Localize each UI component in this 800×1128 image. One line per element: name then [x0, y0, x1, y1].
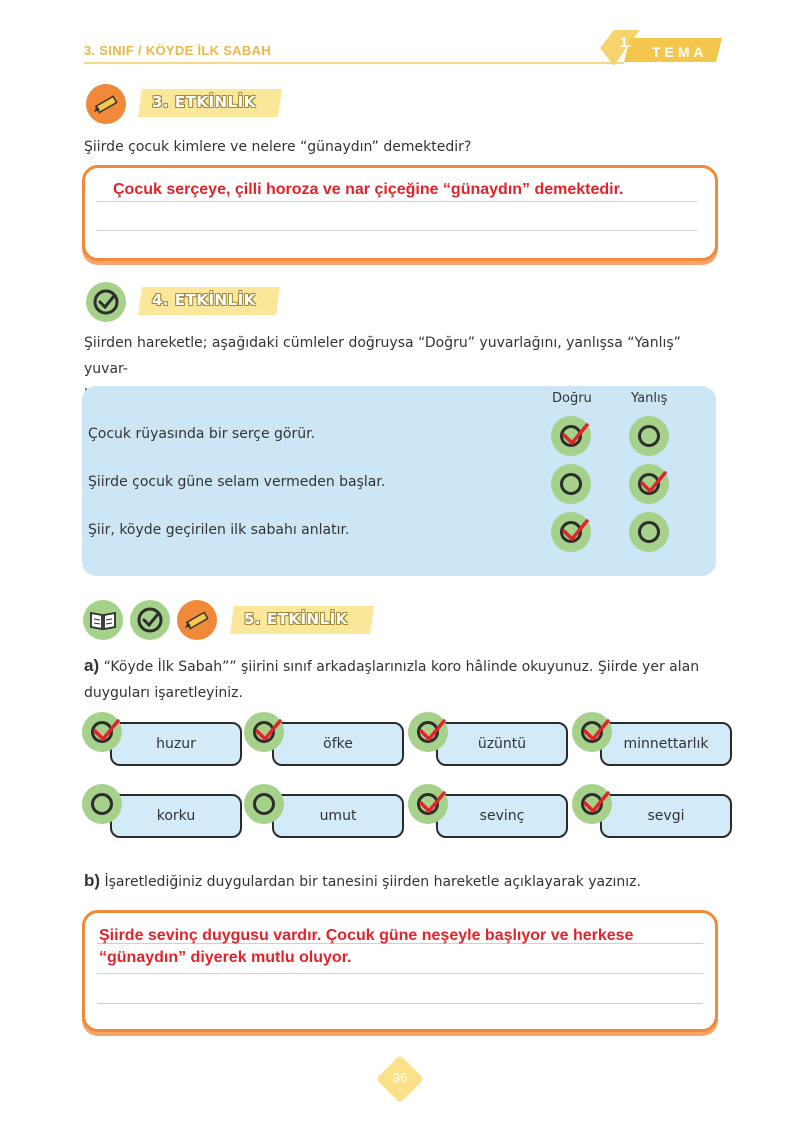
part-a-line [84, 653, 720, 680]
check-icon [130, 600, 170, 640]
emotion-chip[interactable] [408, 784, 568, 840]
red-check-icon [254, 717, 282, 745]
emotion-checkbox[interactable] [244, 784, 284, 824]
column-true-header: Doğru [552, 391, 592, 406]
emotion-chip[interactable] [244, 784, 404, 840]
check-icon [86, 282, 126, 322]
activity3-question: Şiirde çocuk kimlere ve nelere “günaydın” demektedir? [84, 139, 472, 155]
emotion-checkbox[interactable] [244, 712, 284, 752]
part-a-marker: a) [84, 656, 100, 675]
emotion-label: minnettarlık [623, 736, 709, 752]
header-divider [84, 62, 624, 64]
red-check-icon [418, 789, 446, 817]
false-radio[interactable] [629, 464, 669, 504]
emotion-checkbox[interactable] [408, 712, 448, 752]
activity4-label: 4. ETKİNLİK [152, 291, 256, 309]
false-radio[interactable] [629, 512, 669, 552]
book-icon [83, 600, 123, 640]
false-radio[interactable] [629, 416, 669, 456]
statement-text: Şiir, köyde geçirilen ilk sabahı anlatır. [88, 522, 350, 538]
red-check-icon [561, 517, 589, 545]
emotion-checkbox[interactable] [82, 712, 122, 752]
column-false-header: Yanlış [631, 391, 668, 406]
emotion-chip[interactable] [82, 784, 242, 840]
tema-label: TEMA [652, 44, 708, 60]
pencil-icon [86, 84, 126, 124]
emotion-chip[interactable] [82, 712, 242, 768]
emotion-label: huzur [156, 736, 196, 752]
answer-line: Şiirde sevinç duygusu vardır. Çocuk güne neşeyle başlıyor ve herkese [99, 927, 634, 944]
emotion-checkbox[interactable] [408, 784, 448, 824]
activity5-answer [99, 925, 633, 969]
emotion-label: sevgi [647, 808, 685, 824]
red-check-icon [561, 421, 589, 449]
emotion-label: korku [156, 808, 196, 824]
activity5-answer-box[interactable] [82, 910, 718, 1032]
emotion-label: öfke [323, 736, 353, 752]
answer-rule [97, 1003, 703, 1004]
activity3-answer-box[interactable] [82, 165, 718, 261]
part-b-marker: b) [84, 871, 101, 890]
red-check-icon [582, 717, 610, 745]
emotion-checkbox[interactable] [572, 712, 612, 752]
activity5-part-b [84, 868, 720, 895]
emotion-checkbox[interactable] [572, 784, 612, 824]
header-title: 3. SINIF / KÖYDE İLK SABAH [84, 43, 271, 58]
part-a-text: “Köyde İlk Sabah”” şiirini sınıf arkadaşlarınızla koro hâlinde okuyunuz. Şiirde yer alan [103, 659, 700, 675]
instruction-line: Şiirden hareketle; aşağıdaki cümleler doğruysa “Doğru” yuvarlağını, yanlışsa “Yanlış” yuvar- [84, 335, 681, 377]
answer-rule [97, 973, 703, 974]
emotion-chip[interactable] [244, 712, 404, 768]
red-check-icon [92, 717, 120, 745]
red-check-icon [418, 717, 446, 745]
emotion-chip[interactable] [408, 712, 568, 768]
activity3-answer: Çocuk serçeye, çilli horoza ve nar çiçeğine “günaydın” demektedir. [113, 181, 624, 198]
emotion-chip[interactable] [572, 784, 732, 840]
answer-rule [97, 201, 697, 202]
answer-line: “günaydın” diyerek mutlu oluyor. [99, 949, 352, 966]
tema-number: 1. [620, 34, 632, 50]
true-radio[interactable] [551, 416, 591, 456]
activity3-label: 3. ETKİNLİK [152, 93, 256, 111]
emotion-checkbox[interactable] [82, 784, 122, 824]
pencil-icon [177, 600, 217, 640]
part-b-text: İşaretlediğiniz duygulardan bir tanesini şiirden hareketle açıklayarak yazınız. [104, 874, 641, 890]
true-radio[interactable] [551, 464, 591, 504]
statement-text: Şiirde çocuk güne selam vermeden başlar. [88, 474, 386, 490]
red-check-icon [582, 789, 610, 817]
page-number: 36 [392, 1070, 408, 1085]
emotion-label: üzüntü [477, 736, 527, 752]
activity5-label: 5. ETKİNLİK [244, 610, 348, 628]
emotion-label: umut [319, 808, 357, 824]
answer-rule [97, 230, 697, 231]
red-check-icon [639, 469, 667, 497]
part-a-line: duyguları işaretleyiniz. [84, 685, 243, 701]
emotion-label: sevinç [479, 808, 525, 824]
emotion-chip[interactable] [572, 712, 732, 768]
true-radio[interactable] [551, 512, 591, 552]
statement-text: Çocuk rüyasında bir serçe görür. [88, 426, 316, 442]
activity5-part-a [84, 653, 720, 706]
